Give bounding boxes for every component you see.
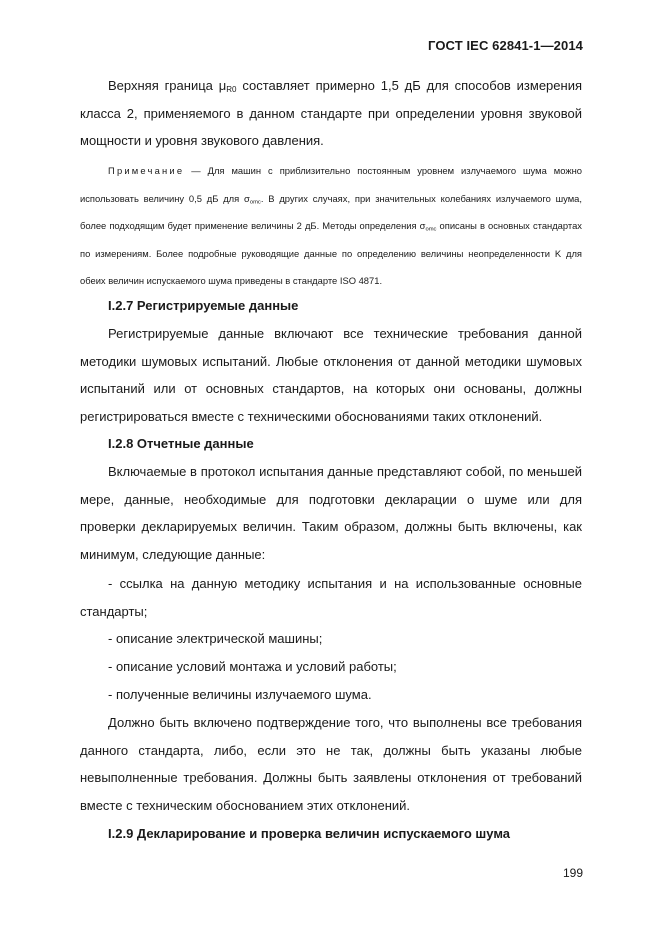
section-heading-i28: I.2.8 Отчетные данные	[108, 436, 254, 451]
uncertainty-text-end: составляет примерно 1,5 дБ для способов измерения класса 2, применяемого в данном стандарте при определении уровня звуковой мощности и уровня звукового давления.	[80, 78, 582, 148]
list-item: - полученные величины излучаемого шума.	[108, 687, 372, 702]
list-item: - ссылка на данную методику испытания и на использованные основные стандарты;	[80, 576, 582, 619]
note-text-2: . В других случаях, при значительных колебаниях излучаемого шума, более подходящим будет применение величины 2 дБ. Методы определения σ	[80, 192, 582, 231]
uncertainty-paragraph	[80, 72, 582, 155]
mu-subscript: R0	[226, 85, 237, 94]
report-data-paragraph: Включаемые в протокол испытания данные представляют собой, по меньшей мере, данные, необходимые для подготовки декларации о шуме или для проверки декларируемых величин. Таким образом, должны быть включены, как минимум, следующие данные:	[80, 464, 582, 562]
uncertainty-text-start: Верхняя граница μ	[108, 78, 227, 93]
note-text-1: — Для машин с приблизительно постоянным уровнем излучаемого шума можно использовать величину 0,5 дБ для σ	[80, 165, 582, 204]
sigma-subscript-2: omc	[425, 226, 437, 233]
sigma-subscript-1: omc	[249, 198, 261, 205]
list-item: - описание электрической машины;	[108, 631, 323, 646]
confirmation-paragraph: Должно быть включено подтверждение того, что выполнены все требования данного стандарта, либо, если это не так, должны быть указаны любые невыполненные требования. Должны быть заявлены отклонения от требований вместе с техническим обоснованием этих отклонений.	[80, 715, 582, 813]
note-label: Примечание	[108, 165, 185, 176]
list-item: - описание условий монтажа и условий работы;	[108, 659, 397, 674]
registered-data-paragraph: Регистрируемые данные включают все технические требования данной методики шумовых испытаний. Любые отклонения от данной методики шумовых испытаний или от основных стандартов, на которых они основаны, должны регистрироваться вместе с техническими обоснованиями таких отклонений.	[80, 326, 582, 424]
note-text-3: описаны в основных стандартах по измерениям. Более подробные руководящие данные по определению величины неопределенности K для обеих величин испускаемого шума приведены в стандарте ISO 4871.	[80, 220, 582, 286]
document-header: ГОСТ IEC 62841-1—2014	[428, 38, 583, 53]
section-heading-i27: I.2.7 Регистрируемые данные	[108, 298, 299, 313]
note-paragraph	[80, 157, 582, 295]
section-heading-i29: I.2.9 Декларирование и проверка величин испускаемого шума	[108, 826, 510, 841]
page-number: 199	[562, 866, 583, 880]
